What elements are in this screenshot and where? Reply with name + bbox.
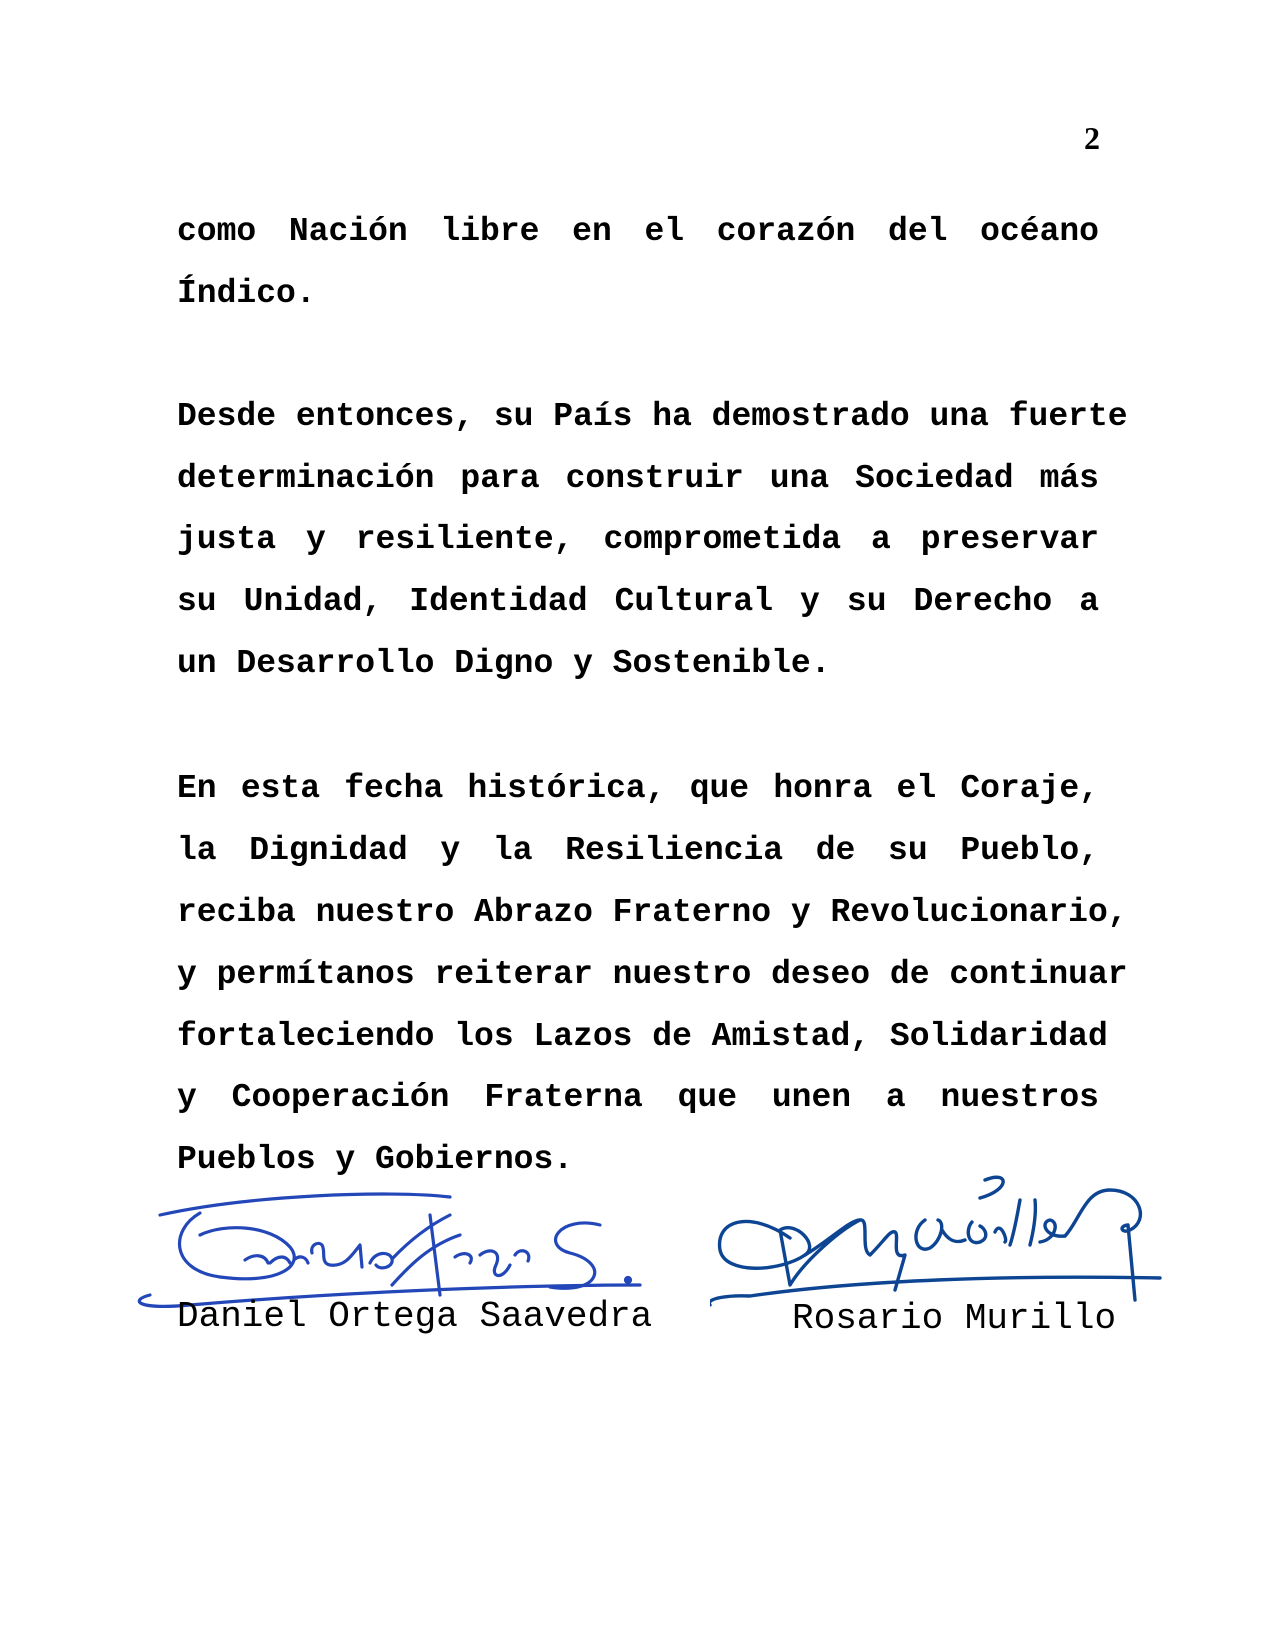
text-line: la Dignidad y la Resiliencia de su Pueblo, [177,832,1099,869]
text-line: fortaleciendo los Lazos de Amistad, Solidaridad [177,1018,1108,1055]
text-line: determinación para construir una Sociedad más [177,460,1099,497]
text-line: y permítanos reiterar nuestro deseo de continuar [177,956,1128,993]
signer-name: Rosario Murillo [792,1298,1117,1339]
handwritten-signature-icon [130,1185,690,1310]
text-line: reciba nuestro Abrazo Fraterno y Revolucionario, [177,894,1128,931]
text-line: justa y resiliente, comprometida a preservar [177,521,1099,558]
text-line: como Nación libre en el corazón del océano [177,213,1099,250]
handwritten-signature-icon [710,1160,1180,1310]
text-line: Pueblos y Gobiernos. [177,1141,574,1178]
signer-name: Daniel Ortega Saavedra [177,1296,653,1337]
text-line: Índico. [177,275,316,312]
text-line: Desde entonces, su País ha demostrado una fuerte [177,398,1128,435]
text-line: y Cooperación Fraterna que unen a nuestros [177,1079,1099,1116]
text-line: En esta fecha histórica, que honra el Coraje, [177,770,1099,807]
text-line: su Unidad, Identidad Cultural y su Derecho a [177,583,1099,620]
page-number: 2 [1084,120,1100,156]
text-line: un Desarrollo Digno y Sostenible. [177,645,831,682]
